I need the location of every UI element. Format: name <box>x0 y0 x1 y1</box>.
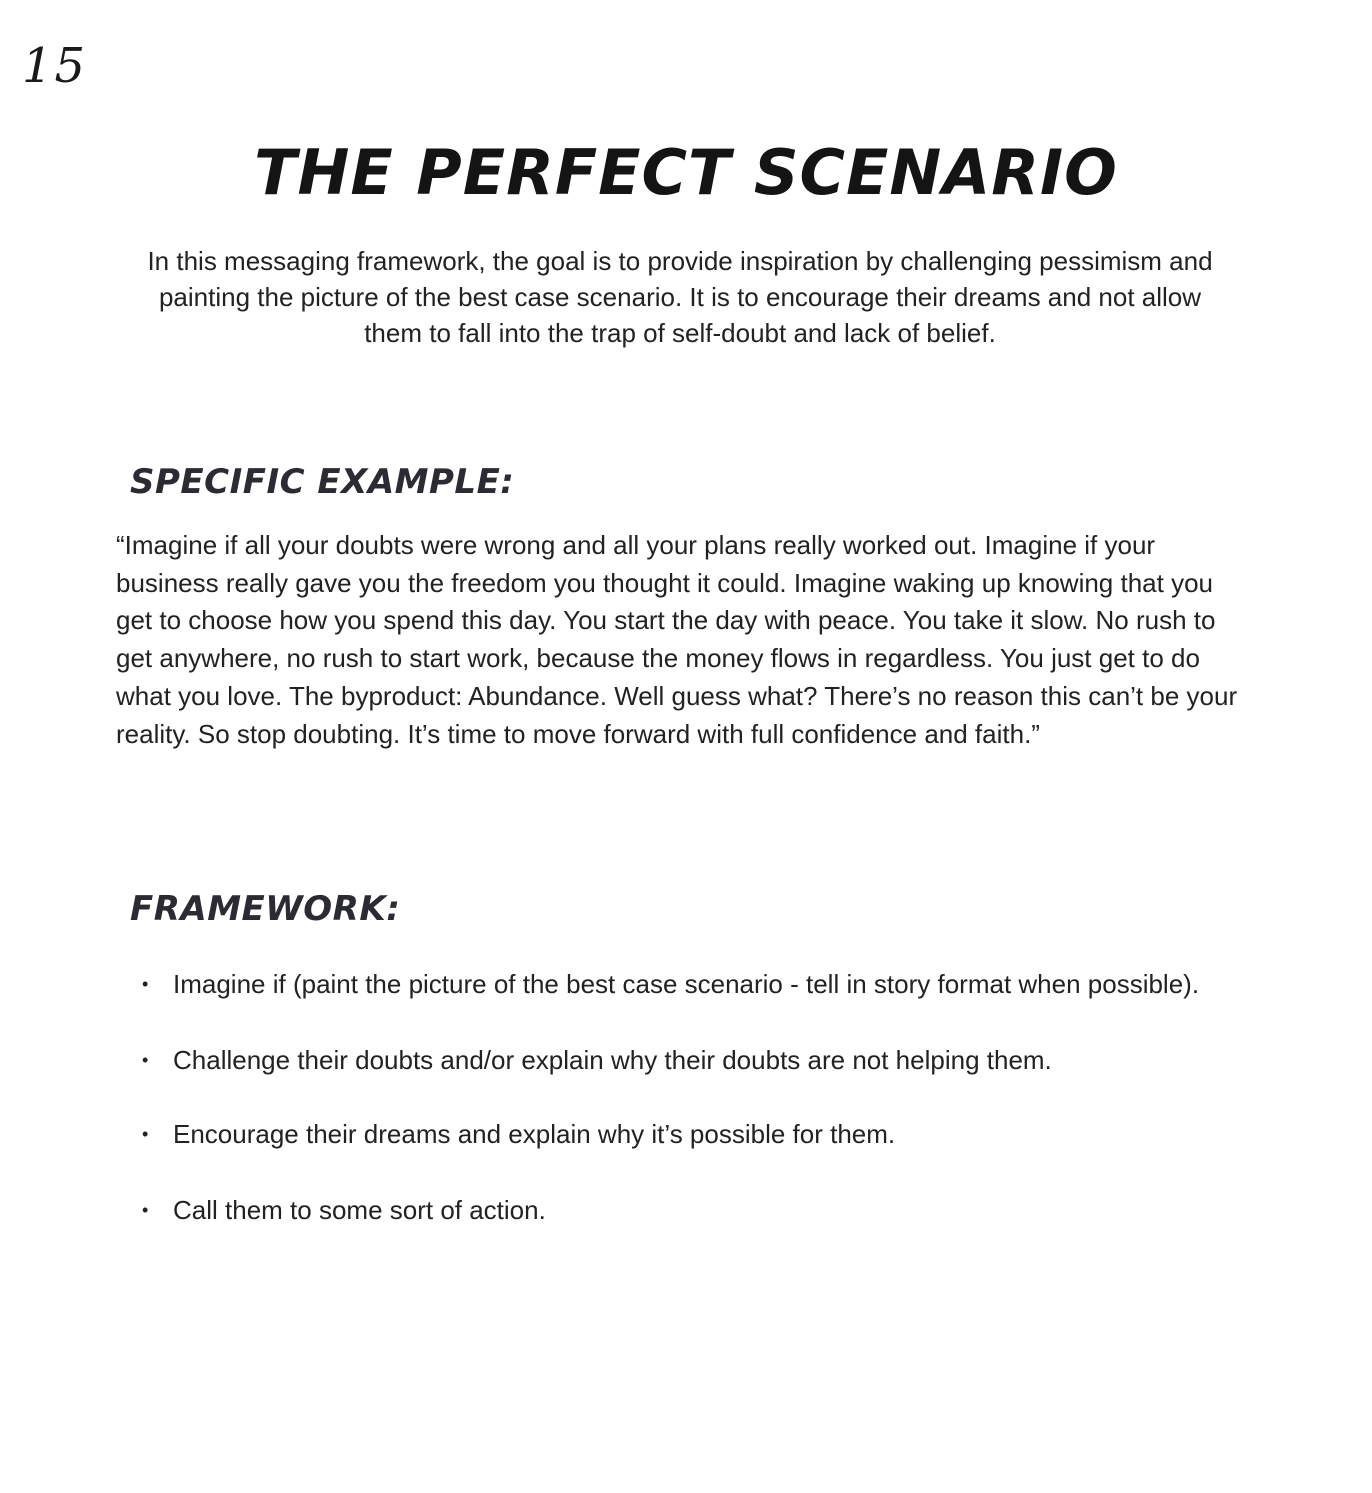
specific-example-text: “Imagine if all your doubts were wrong and all your plans really worked out. Imagine if your business really gave you the freedom you thought it could. Imagine waking up knowing that you get to choose how you spend this day. You start the day with peace. You take it slow. No rush to get anywhere, no rush to start work, because the money flows in regardless. You just get to do what you love. The byproduct: Abundance. Well guess what? There’s no reason this can’t be your reality. So stop doubting. It’s time to move forward with full confidence and faith.” <box>116 530 1238 749</box>
framework-heading: FRAMEWORK: <box>130 889 401 929</box>
framework-item <box>142 1042 1222 1080</box>
bullet-icon: • <box>142 1124 149 1145</box>
bullet-icon: • <box>142 1049 149 1070</box>
framework-item <box>142 966 1222 1004</box>
page-number: 15 <box>22 38 88 94</box>
intro-paragraph: In this messaging framework, the goal is to provide inspiration by challenging pessimism and painting the picture of the best case scenario. It is to encourage their dreams and not allow them to fall into the trap of self-doubt and lack of belief. <box>147 246 1213 348</box>
bullet-icon: • <box>142 1200 149 1221</box>
framework-item <box>142 1116 1222 1154</box>
framework-item-text: Imagine if (paint the picture of the best case scenario - tell in story format when possible). <box>173 969 1200 999</box>
framework-list <box>142 966 1222 1230</box>
framework-item-text: Encourage their dreams and explain why it’s possible for them. <box>173 1119 896 1150</box>
bullet-icon: • <box>142 974 149 994</box>
framework-item <box>142 1192 1222 1230</box>
framework-item-text: Call them to some sort of action. <box>173 1195 546 1226</box>
specific-example-heading: SPECIFIC EXAMPLE: <box>130 462 515 502</box>
framework-item-text: Challenge their doubts and/or explain why their doubts are not helping them. <box>173 1044 1052 1075</box>
page-title: THE PERFECT SCENARIO <box>254 136 1118 209</box>
